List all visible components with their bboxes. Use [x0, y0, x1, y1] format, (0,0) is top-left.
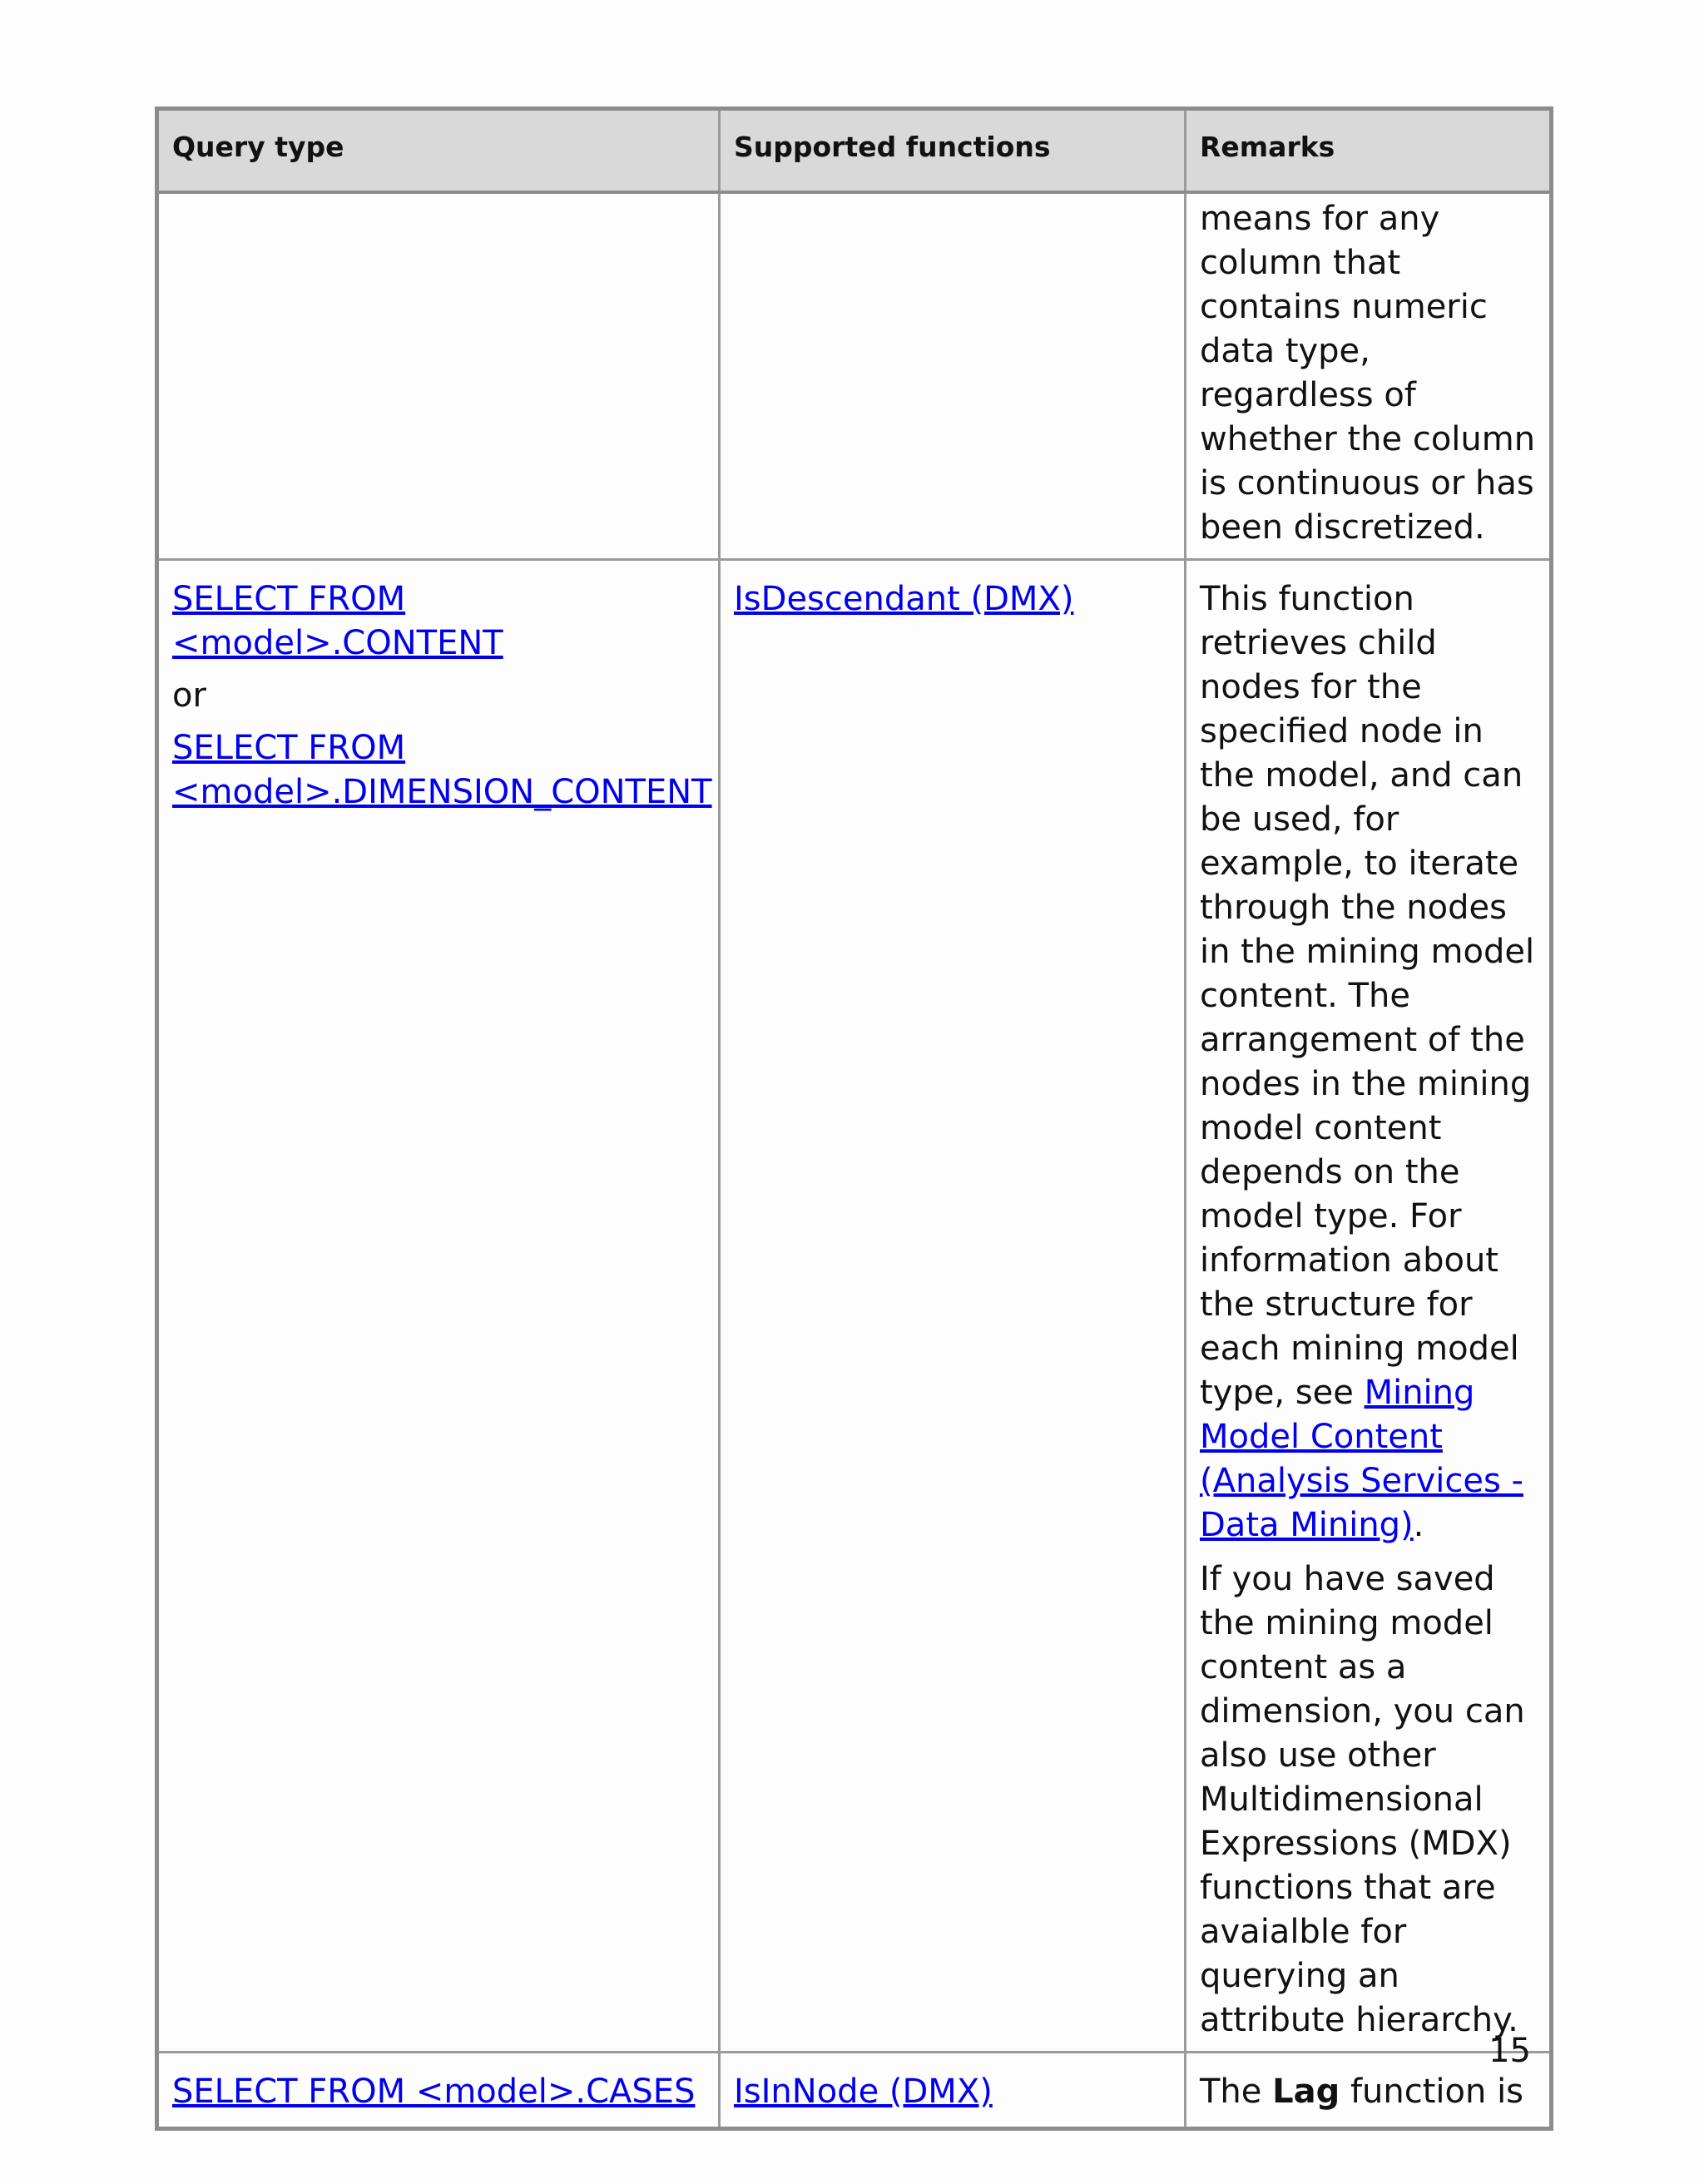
mining-model-content-link[interactable]: Mining Model Content (Analysis Services - Data Mining)	[1200, 1374, 1523, 1544]
functions-cell	[720, 560, 1186, 2053]
remarks-text: function is	[1340, 2073, 1524, 2111]
remarks-cell	[1186, 560, 1552, 2053]
header-remarks: Remarks	[1186, 109, 1552, 193]
page-number: 15	[1489, 2032, 1531, 2070]
select-cases-link[interactable]: SELECT FROM <model>.CASES	[172, 2073, 696, 2111]
header-query-type: Query type	[157, 109, 720, 193]
table-row	[157, 192, 1552, 560]
query-cell	[157, 2053, 720, 2129]
table-header-row	[157, 109, 1552, 193]
remarks-paragraph	[1200, 2070, 1536, 2114]
functions-cell	[720, 2053, 1186, 2129]
functions-table	[155, 106, 1553, 2131]
remarks-text: The	[1200, 2073, 1273, 2111]
remarks-text: This function retrieves child nodes for the specified node in the model, and can be used, for example, to iterate through the nodes in the mining model content. The arrangement of the nodes in the mining model content depends on the model type. For information about the structure for each mining model type, see	[1200, 580, 1535, 1412]
functions-cell	[720, 192, 1186, 560]
or-text: or	[172, 676, 206, 715]
query-cell	[157, 192, 720, 560]
remarks-text: If you have saved the mining model content as a dimension, you can also use other Multidimensional Expressions (MDX) functions that are avaialble for querying an attribute hierarchy.	[1200, 1560, 1525, 2039]
header-supported-functions: Supported functions	[720, 109, 1186, 193]
remarks-cell	[1186, 192, 1552, 560]
select-content-link[interactable]: SELECT FROM <model>.CONTENT	[172, 580, 503, 662]
query-cell	[157, 560, 720, 2053]
remarks-period: .	[1413, 1506, 1424, 1544]
isinnode-link[interactable]: IsInNode (DMX)	[734, 2073, 993, 2111]
isdescendant-link[interactable]: IsDescendant (DMX)	[734, 580, 1074, 618]
select-dimension-content-link[interactable]: SELECT FROM <model>.DIMENSION_CONTENT	[172, 729, 712, 811]
remarks-text: means for any column that contains numeric data type, regardless of whether the column is continuous or has been discretized.	[1200, 200, 1536, 547]
lag-keyword: Lag	[1272, 2073, 1340, 2111]
table-row	[157, 560, 1552, 2053]
remarks-paragraph	[1200, 577, 1536, 1548]
